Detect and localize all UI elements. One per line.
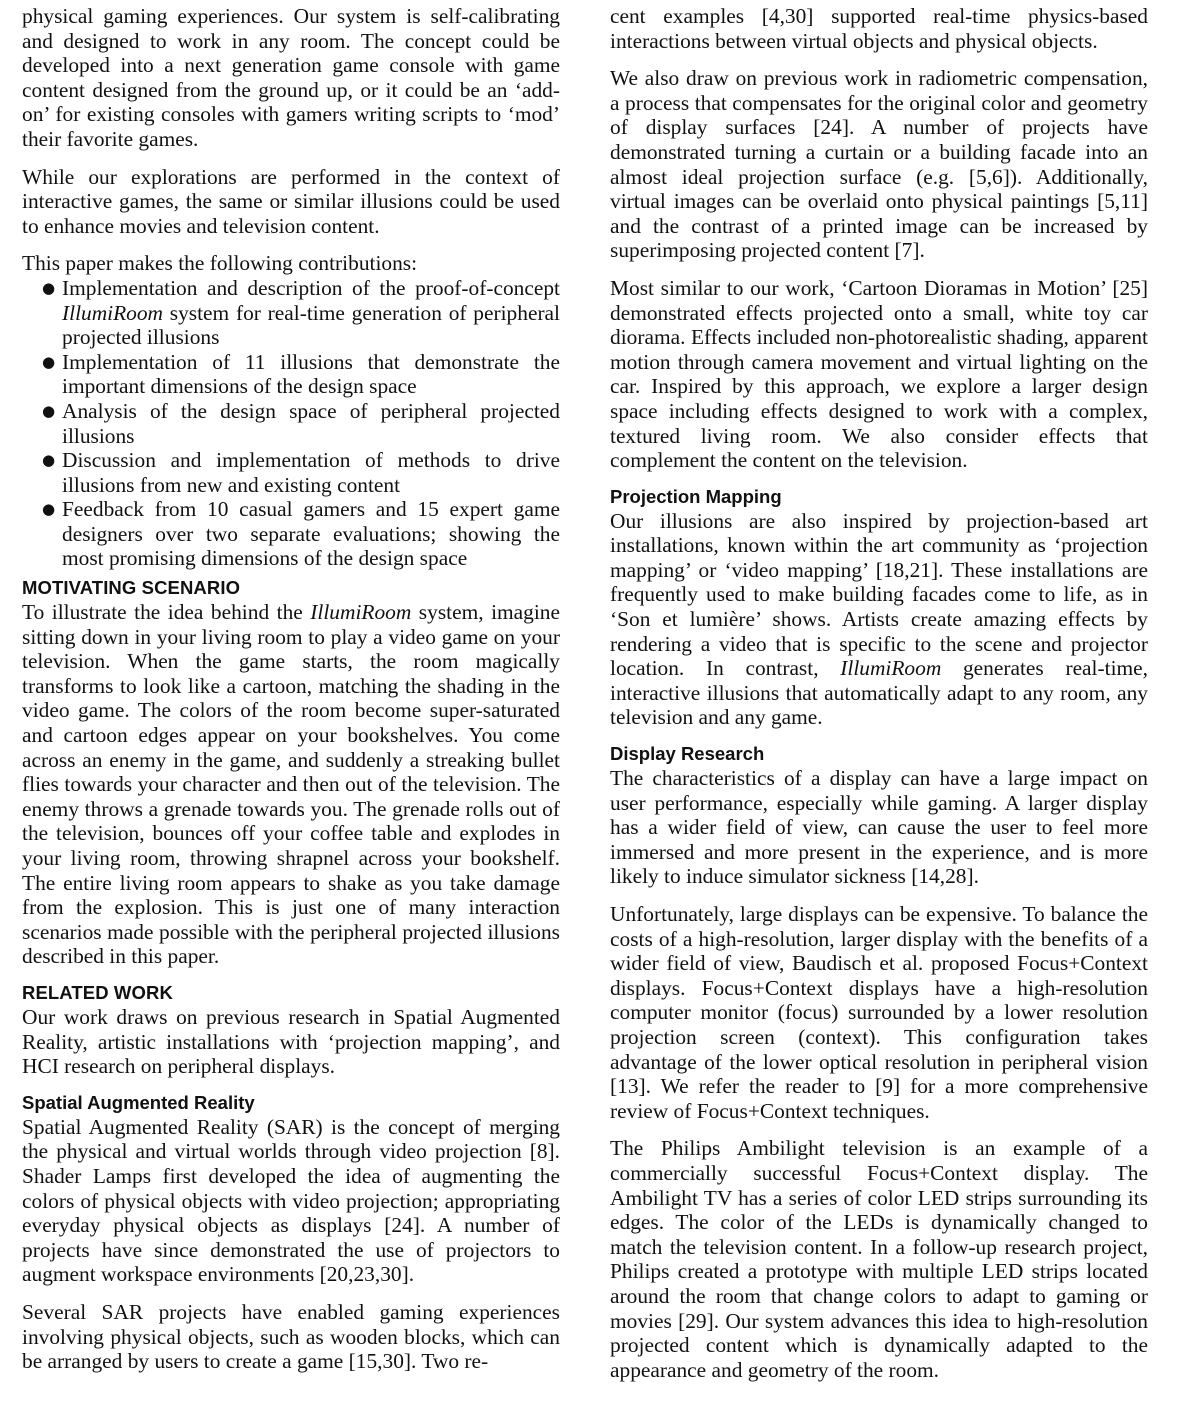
contribution-item	[22, 448, 560, 497]
bullet-icon: ●	[42, 401, 56, 420]
left-column	[22, 4, 560, 1374]
sar-paragraph: Spatial Augmented Reality (SAR) is the concept of merging the physical and virtual worlds through video projection [8]. Shader Lamps first developed the idea of augmenting the colors of physical objects with video projection; appropriating everyday physical objects as displays [24]. A number of projects have since demonstrated the use of projectors to augment workspace environments [20,23,30].	[22, 1114, 560, 1287]
contribution-item	[22, 276, 560, 350]
ambilight-paragraph: The Philips Ambilight television is an example of a commercially successful Focus+Context display. The Ambilight TV has a series of color LED strips surrounding its edges. The color of the LEDs is dynamically changed to match the television content. In a follow-up research project, Philips created a prototype with multiple LED strips located around the room that change colors to adapt to gaming or movies [29]. Our system advances this idea to high-resolution projected content which is dynamically adapted to the appearance and geometry of the room.	[610, 1136, 1148, 1382]
related-work-paragraph: Our work draws on previous research in Spatial Augmented Reality, artistic installations with ‘projection mapping’, and HCI research on peripheral displays.	[22, 1004, 560, 1079]
system-name: IllumiRoom	[62, 300, 163, 325]
bullet-icon: ●	[42, 278, 56, 297]
bullet-icon: ●	[42, 451, 56, 470]
paragraph-text: To illustrate the idea behind the	[22, 600, 311, 625]
radiometric-paragraph: We also draw on previous work in radiometric compensation, a process that compensates for the original color and geometry of display surfaces [24]. A number of projects have demonstrated turning a curtain or a building facade into an almost ideal projection surface (e.g. [5,6]). Additionally, virtual images can be overlaid onto physical paintings [5,11] and the contrast of a printed image can be increased by superimposing projected content [7].	[610, 66, 1148, 263]
context-paragraph: While our explorations are performed in the context of interactive games, the same or similar illusions could be used to enhance movies and television content.	[22, 164, 560, 238]
contribution-item	[22, 350, 560, 399]
focus-context-paragraph: Unfortunately, large displays can be expensive. To balance the costs of a high-resolution, larger display with the benefits of a wider field of view, Baudisch et al. proposed Focus+Context displays. Focus+Context displays have a high-resolution computer monitor (focus) surrounded by a lower resolution projection screen (context). This configuration takes advantage of the lower optical resolution in peripheral vision [13]. We refer the reader to [9] for a more comprehensive review of Focus+Context techniques.	[610, 902, 1148, 1123]
system-name: IllumiRoom	[310, 600, 412, 625]
section-heading-related-work: RELATED WORK	[22, 981, 173, 1003]
sar-gaming-paragraph: Several SAR projects have enabled gaming experiences involving physical objects, such as wooden blocks, which can be arranged by users to create a game [15,30]. Two re-	[22, 1299, 560, 1374]
subsection-heading-display-research: Display Research	[610, 743, 765, 765]
contribution-text: Implementation and description of the proof-of-concept	[62, 275, 560, 300]
subsection-heading-sar: Spatial Augmented Reality	[22, 1091, 255, 1113]
contribution-text: Feedback from 10 casual gamers and 15 expert game designers over two separate evaluations; showing the most promising dimensions of the design space	[62, 497, 560, 571]
intro-paragraph-continued: physical gaming experiences. Our system is self-calibrating and designed to work in any room. The concept could be developed into a next generation game console with game content designed from the ground up, or it could be an ‘add-on’ for existing consoles with gamers writing scripts to ‘mod’ their favorite games.	[22, 4, 560, 151]
projection-mapping-paragraph	[610, 509, 1148, 730]
contribution-item	[22, 399, 560, 448]
contribution-text: Implementation of 11 illusions that demonstrate the important dimensions of the design space	[62, 349, 560, 399]
contributions-intro: This paper makes the following contributions:	[22, 251, 418, 276]
display-characteristics-paragraph: The characteristics of a display can have a large impact on user performance, especially while gaming. A larger display has a wider field of view, can cause the user to feel more immersed and more present in the experience, and is more likely to induce simulator sickness [14,28].	[610, 766, 1148, 889]
section-heading-motivating-scenario: MOTIVATING SCENARIO	[22, 577, 241, 599]
motivating-paragraph	[22, 600, 560, 969]
bullet-icon: ●	[42, 352, 56, 371]
sar-gaming-paragraph-continued: cent examples [4,30] supported real-time physics-based interactions between virtual objects and physical objects.	[610, 4, 1148, 53]
contribution-text: Analysis of the design space of peripheral projected illusions	[62, 398, 560, 448]
right-column	[610, 4, 1148, 1382]
system-name: IllumiRoom	[840, 656, 942, 681]
contributions-list	[22, 276, 560, 571]
contribution-text: Discussion and implementation of methods to drive illusions from new and existing content	[62, 448, 560, 497]
subsection-heading-projection-mapping: Projection Mapping	[610, 485, 782, 507]
bullet-icon: ●	[42, 500, 56, 519]
contribution-text: system for real-time generation of peripheral projected illusions	[62, 300, 560, 350]
cartoon-dioramas-paragraph: Most similar to our work, ‘Cartoon Dioramas in Motion’ [25] demonstrated effects projected onto a small, white toy car diorama. Effects included non-photorealistic shading, apparent motion through camera movement and virtual lighting on the car. Inspired by this approach, we explore a larger design space including effects designed to work with a complex, textured living room. We also consider effects that complement the content on the television.	[610, 275, 1148, 473]
paragraph-text: generates real-time, interactive illusions that automatically adapt to any room, any television and any game.	[610, 656, 1148, 730]
paragraph-text: Our illusions are also inspired by projection-based art installations, known within the art community as ‘projection mapping’ or ‘video mapping’ [18,21]. These installations are frequently used to make building facades come to life, as in ‘Son et lumière’ shows. Artists create amazing effects by rendering a video that is specific to the scene and projector location. In contrast,	[610, 508, 1148, 681]
paragraph-text: system, imagine sitting down in your living room to play a video game on your television. When the game starts, the room magically transforms to look like a cartoon, matching the shading in the video game. The colors of the room become super-saturated and cartoon edges appear on your bookshelves. You come across an enemy in the game, and suddenly a streaking bullet flies towards your character and then out of the television. The enemy throws a grenade towards you. The grenade rolls out of the television, bounces off your coffee table and explodes in your living room, throwing shrapnel across your bookshelf. The entire living room appears to shake as you take damage from the explosion. This is just one of many interaction scenarios made possible with the peripheral projected illusions described in this paper.	[22, 600, 560, 969]
contribution-item	[22, 497, 560, 571]
